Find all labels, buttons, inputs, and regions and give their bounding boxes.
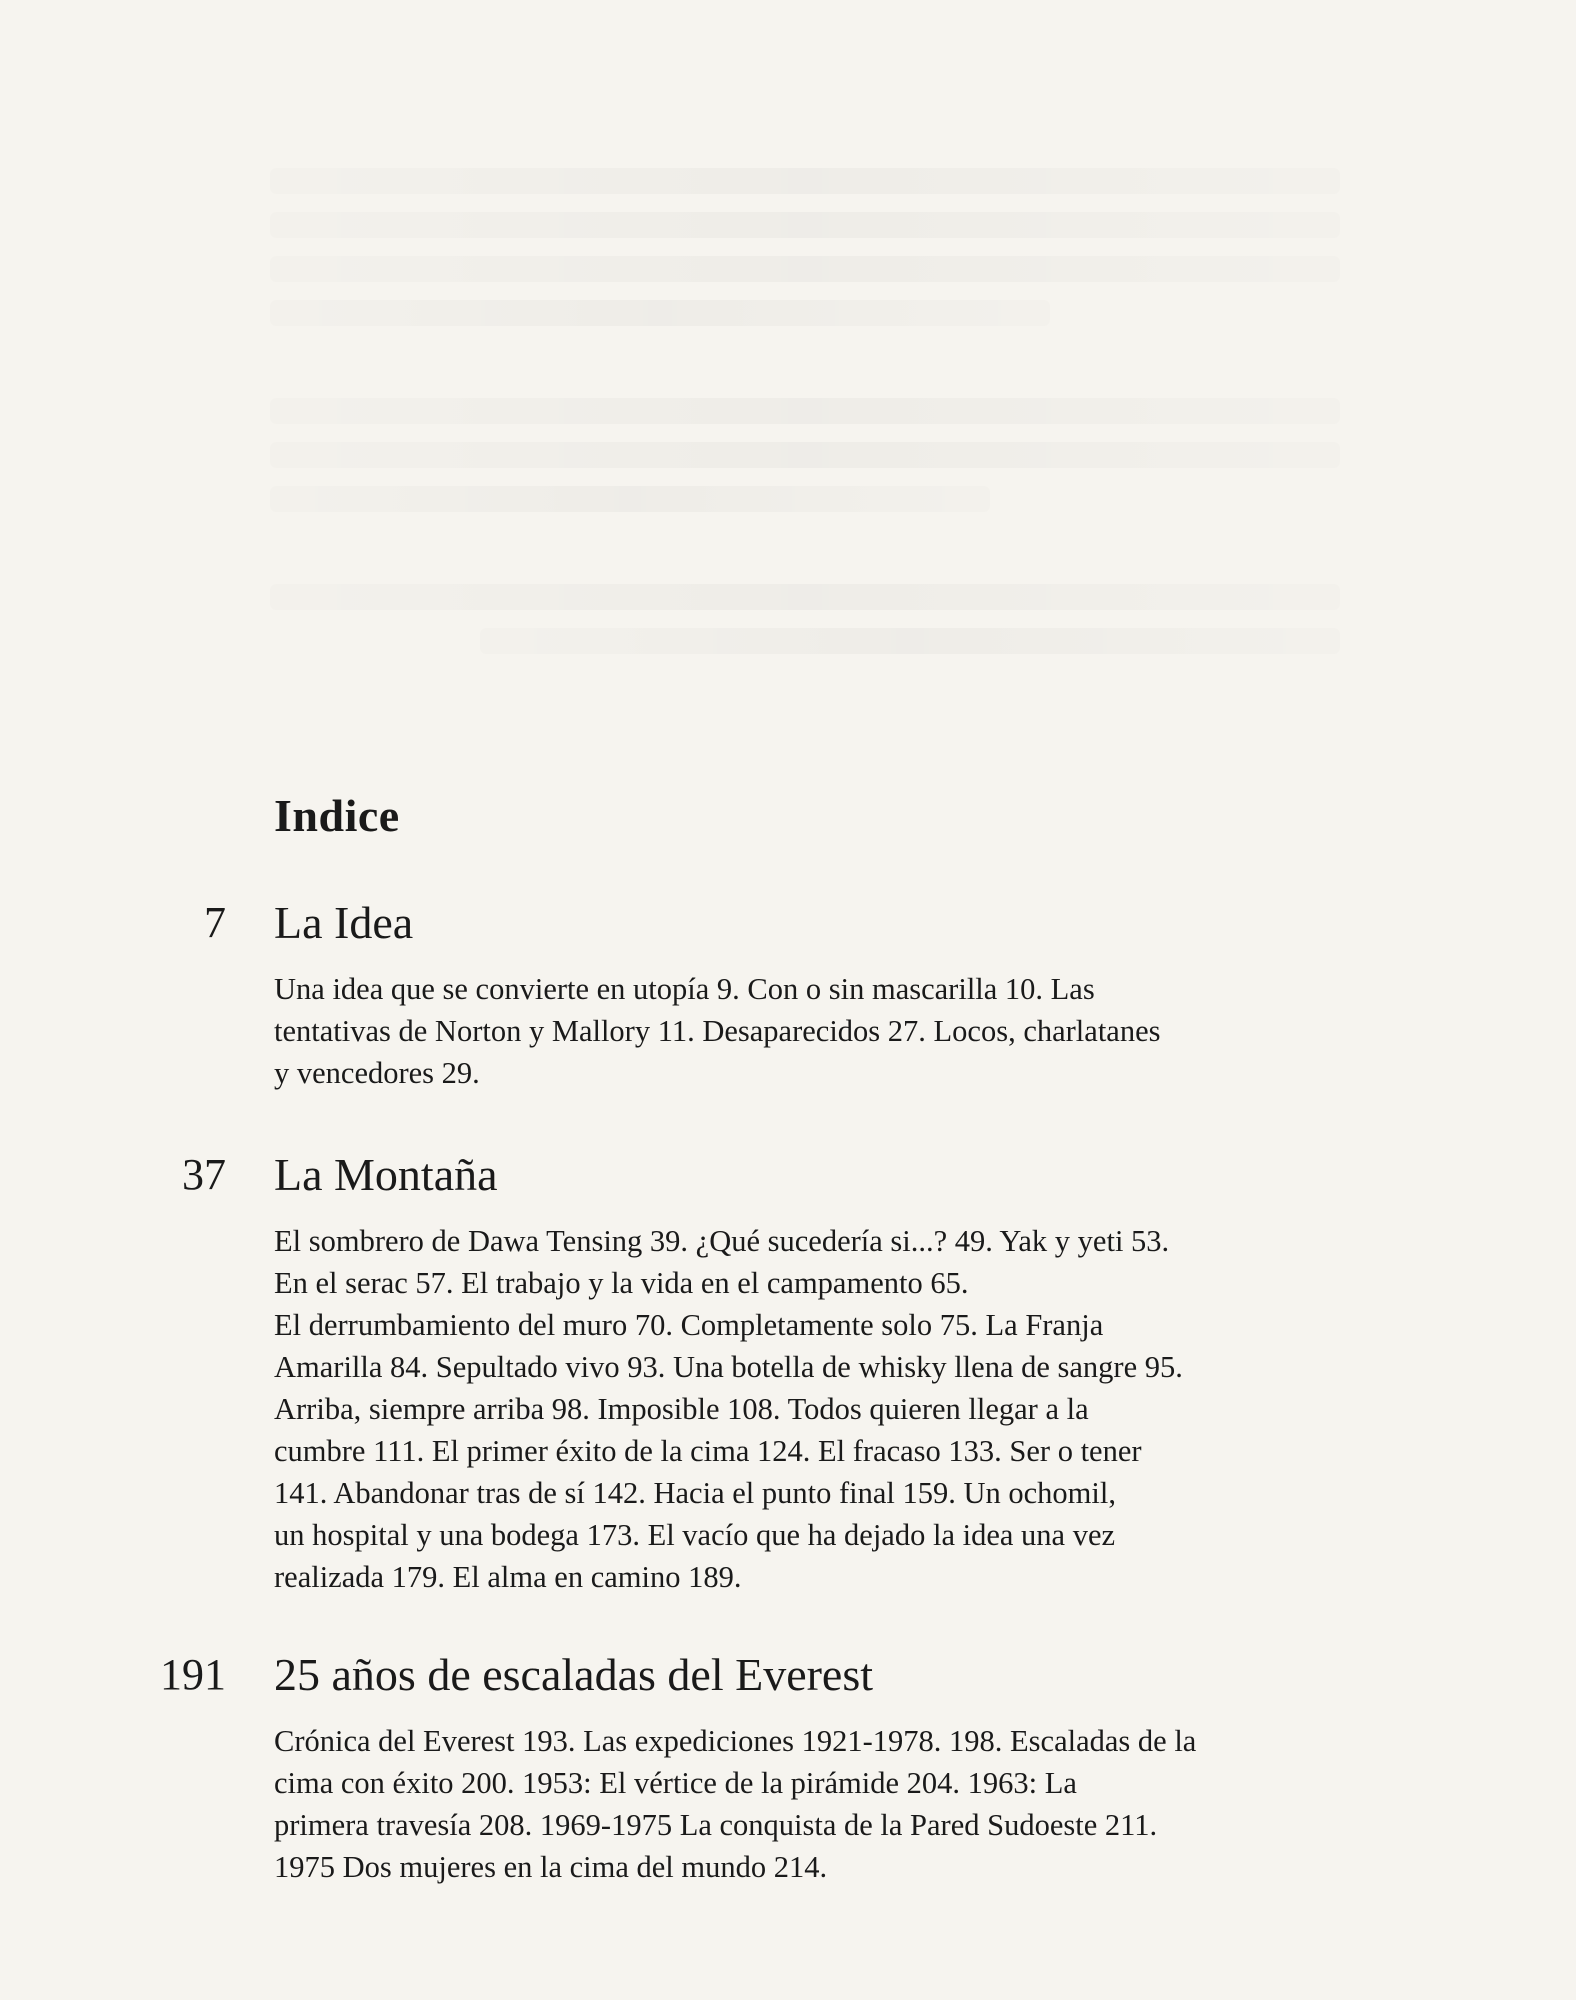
contents-line: cumbre 111. El primer éxito de la cima 124. El fracaso 133. Ser o tener [274, 1434, 1142, 1468]
contents-line: realizada 179. El alma en camino 189. [274, 1560, 742, 1594]
contents-line: Arriba, siempre arriba 98. Imposible 108. Todos quieren llegar a la [274, 1392, 1089, 1426]
section-heading: 25 años de escaladas del Everest [274, 1649, 874, 1700]
section-contents [274, 968, 1414, 1094]
show-through-text [480, 628, 1340, 654]
contents-line: y vencedores 29. [274, 1056, 480, 1090]
contents-line: Una idea que se convierte en utopía 9. Con o sin mascarilla 10. Las [274, 972, 1095, 1006]
section-heading: La Idea [274, 897, 414, 948]
contents-line: El sombrero de Dawa Tensing 39. ¿Qué sucedería si...? 49. Yak y yeti 53. [274, 1224, 1170, 1258]
contents-line: 1975 Dos mujeres en la cima del mundo 214. [274, 1850, 828, 1884]
index-title: Indice [274, 790, 400, 841]
contents-line: El derrumbamiento del muro 70. Completamente solo 75. La Franja [274, 1308, 1104, 1342]
show-through-text [270, 300, 1050, 326]
section-contents [274, 1220, 1414, 1598]
contents-line: Amarilla 84. Sepultado vivo 93. Una botella de whisky llena de sangre 95. [274, 1350, 1183, 1384]
contents-line: 141. Abandonar tras de sí 142. Hacia el punto final 159. Un ochomil, [274, 1476, 1116, 1510]
section-contents [274, 1720, 1414, 1888]
contents-line: cima con éxito 200. 1953: El vértice de la pirámide 204. 1963: La [274, 1766, 1077, 1800]
show-through-text [270, 442, 1340, 468]
section-heading: La Montaña [274, 1149, 498, 1200]
show-through-text [270, 398, 1340, 424]
contents-line: Crónica del Everest 193. Las expediciones 1921-1978. 198. Escaladas de la [274, 1724, 1197, 1758]
show-through-text [270, 584, 1340, 610]
contents-line: En el serac 57. El trabajo y la vida en el campamento 65. [274, 1266, 969, 1300]
section-page-number: 191 [160, 1650, 226, 1699]
show-through-text [270, 212, 1340, 238]
section-page-number: 7 [204, 898, 226, 947]
section-page-number: 37 [182, 1150, 226, 1199]
contents-line: un hospital y una bodega 173. El vacío que ha dejado la idea una vez [274, 1518, 1116, 1552]
show-through-text [270, 168, 1340, 194]
contents-line: tentativas de Norton y Mallory 11. Desaparecidos 27. Locos, charlatanes [274, 1014, 1161, 1048]
show-through-text [270, 256, 1340, 282]
show-through-text [270, 486, 990, 512]
contents-line: primera travesía 208. 1969-1975 La conquista de la Pared Sudoeste 211. [274, 1808, 1158, 1842]
